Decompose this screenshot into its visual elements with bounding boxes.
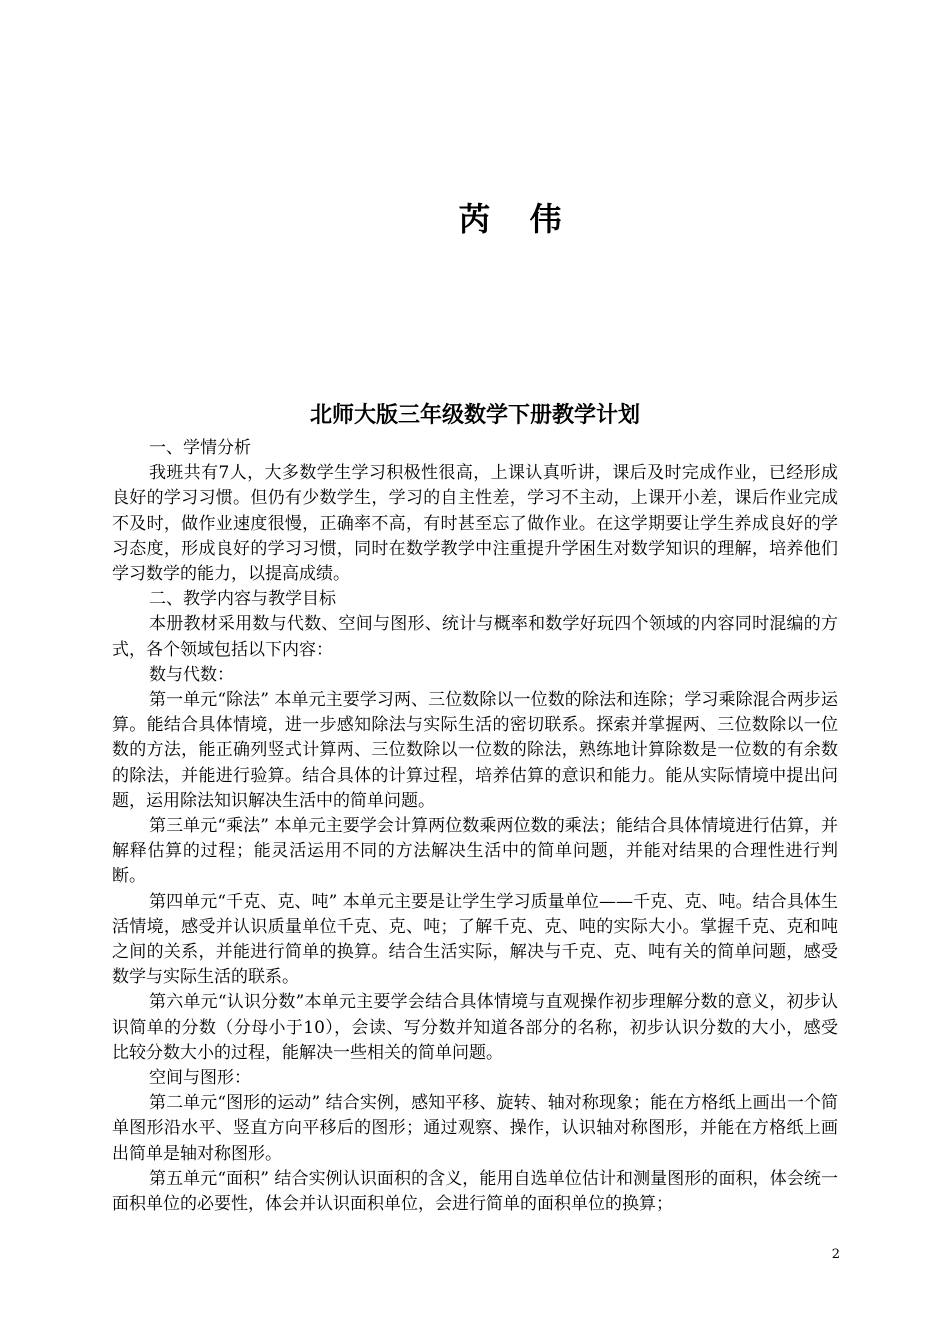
paragraph-unit-6: 第六单元“认识分数”本单元主要学会结合具体情境与直观操作初步理解分数的意义，初步认识简单的分数（分母小于10），会读、写分数并知道各部分的名称，初步认识分数的大小，感受比较分数大小的过程，能解决一些相关的简单问题。: [112, 992, 838, 1063]
paragraph-unit-2: 第二单元“图形的运动” 结合实例，感知平移、旋转、轴对称现象；能在方格纸上画出一个简单图形沿水平、竖直方向平移后的图形；通过观察、操作，认识轴对称图形，并能在方格纸上画出简单是轴对称图形。: [112, 1093, 838, 1164]
document-title: 北师大版三年级数学下册教学计划: [309, 403, 640, 428]
paragraph-learning-analysis: 我班共有7人，大多数学生学习积极性很高，上课认真听讲，课后及时完成作业，已经形成良好的学习习惯。但仍有少数学生，学习的自主性差，学习不主动，上课开小差，课后作业完成不及时，做作业速度很慢，正确率不高，有时甚至忘了做作业。在这学期要让学生养成良好的学习态度，形成良好的学习习惯，同时在数学教学中注重提升学困生对数学知识的理解，培养他们学习数学的能力，以提高成绩。: [112, 463, 838, 585]
subheading-number-algebra: 数与代数：: [149, 664, 234, 685]
page-number: 2: [831, 1247, 840, 1262]
document-body: [112, 436, 838, 1217]
paragraph-unit-4: 第四单元“千克、克、吨” 本单元主要是让学生学习质量单位——千克、克、吨。结合具体生活情境，感受并认识质量单位千克、克、吨；了解千克、克、吨的实际大小。掌握千克、克和吨之间的关系，并能进行简单的换算。结合生活实际，解决与千克、克、吨有关的简单问题，感受数学与实际生活的联系。: [112, 891, 838, 988]
paragraph-unit-1: 第一单元“除法” 本单元主要学习两、三位数除以一位数的除法和连除；学习乘除混合两步运算。能结合具体情境，进一步感知除法与实际生活的密切联系。探索并掌握两、三位数除以一位数的方法，能正确列竖式计算两、三位数除以一位数的除法，熟练地计算除数是一位数的有余数的除法，并能进行验算。结合具体的计算过程，培养估算的意识和能力。能从实际情境中提出问题，运用除法知识解决生活中的简单问题。: [112, 690, 838, 811]
paragraph-unit-5: 第五单元“面积” 结合实例认识面积的含义，能用自选单位估计和测量图形的面积，体会统一面积单位的必要性，体会并认识面积单位，会进行简单的面积单位的换算；: [112, 1168, 838, 1215]
subheading-space-shape: 空间与图形：: [149, 1068, 251, 1089]
heading-content-goals: 二、教学内容与教学目标: [149, 589, 336, 610]
paragraph-unit-3: 第三单元“乘法” 本单元主要学会计算两位数乘两位数的乘法；能结合具体情境进行估算，并解释估算的过程；能灵活运用不同的方法解决生活中的简单问题，并能对结果的合理性进行判断。: [112, 816, 838, 887]
heading-learning-analysis: 一、学情分析: [149, 438, 251, 458]
author-name: 芮 伟: [458, 200, 576, 238]
paragraph-content-intro: 本册教材采用数与代数、空间与图形、统计与概率和数学好玩四个领域的内容同时混编的方式，各个领域包括以下内容：: [112, 614, 838, 660]
